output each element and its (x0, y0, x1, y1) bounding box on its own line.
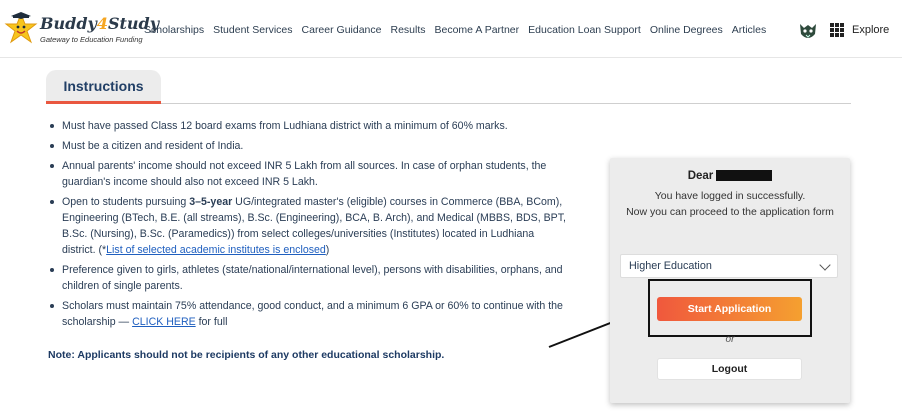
nav-results[interactable]: Results (390, 24, 426, 36)
login-card (610, 158, 850, 403)
institutes-list-link[interactable]: List of selected academic institutes is enclosed (106, 244, 326, 256)
login-message: You have logged in successfully. Now you can proceed to the application form (626, 190, 834, 218)
nav-scholarships[interactable]: Scholarships (144, 24, 205, 36)
greeting: Dear (610, 170, 850, 182)
list-item: Open to students pursuing 3–5-year UG/integrated master's (eligible) courses in Commerce (BBA, BCom), Engineering (BTech, B.E. (all streams), B.Sc. (Engineering), BCA, B. Arch), and Medical (MBBS, BDS, BPT, B.Sc. (Nursing), B.Sc. (Paramedics)) from select colleges/universities (Institutes) located in Ludhiana district. (*List of selected academic institutes is enclosed) (48, 194, 568, 258)
buddy4study-logo[interactable] (4, 8, 160, 50)
eligibility-note: Note: Applicants should not be recipients of any other educational scholarship. (48, 349, 445, 361)
main-content (0, 58, 902, 416)
star-mascot-icon (4, 12, 38, 46)
chevron-down-icon (819, 259, 830, 270)
click-here-link[interactable]: CLICK HERE (132, 316, 196, 328)
tab-bar (46, 70, 851, 104)
apps-grid-icon[interactable] (830, 23, 844, 37)
list-item: Scholars must maintain 75% attendance, good conduct, and a minimum 6 GPA or 60% to continue with the scholarship — CLICK HERE for full (48, 298, 568, 330)
explore-link[interactable]: Explore (852, 24, 890, 36)
or-divider: or (725, 334, 735, 345)
redacted-name (716, 170, 772, 181)
nav-student-services[interactable]: Student Services (213, 24, 293, 36)
logo-tagline: Gateway to Education Funding (40, 35, 143, 44)
start-application-button[interactable]: Start Application (657, 297, 802, 321)
list-item: Must be a citizen and resident of India. (48, 138, 568, 154)
nav-online-degrees[interactable]: Online Degrees (649, 24, 723, 36)
nav-articles[interactable]: Articles (731, 24, 767, 36)
instructions-list (48, 118, 568, 334)
tab-instructions[interactable]: Instructions (46, 70, 161, 104)
list-item: Preference given to girls, athletes (state/national/international level), persons with disabilities, orphans, and children of single parents. (48, 262, 568, 294)
top-header (0, 0, 902, 58)
user-avatar-icon[interactable] (798, 20, 818, 42)
logout-button[interactable]: Logout (657, 358, 802, 380)
nav-become-a-partner[interactable]: Become A Partner (434, 24, 520, 36)
main-nav (144, 24, 775, 36)
nav-education-loan-support[interactable]: Education Loan Support (528, 24, 641, 36)
list-item: Must have passed Class 12 board exams from Ludhiana district with a minimum of 60% marks. (48, 118, 568, 134)
logo-wordmark: Buddy4Study (40, 14, 160, 33)
education-level-select[interactable]: Higher Education (620, 254, 838, 278)
list-item: Annual parents' income should not exceed INR 5 Lakh from all sources. In case of orphan students, the guardian's income should also not exceed INR 5 Lakh. (48, 158, 568, 190)
nav-career-guidance[interactable]: Career Guidance (301, 24, 382, 36)
